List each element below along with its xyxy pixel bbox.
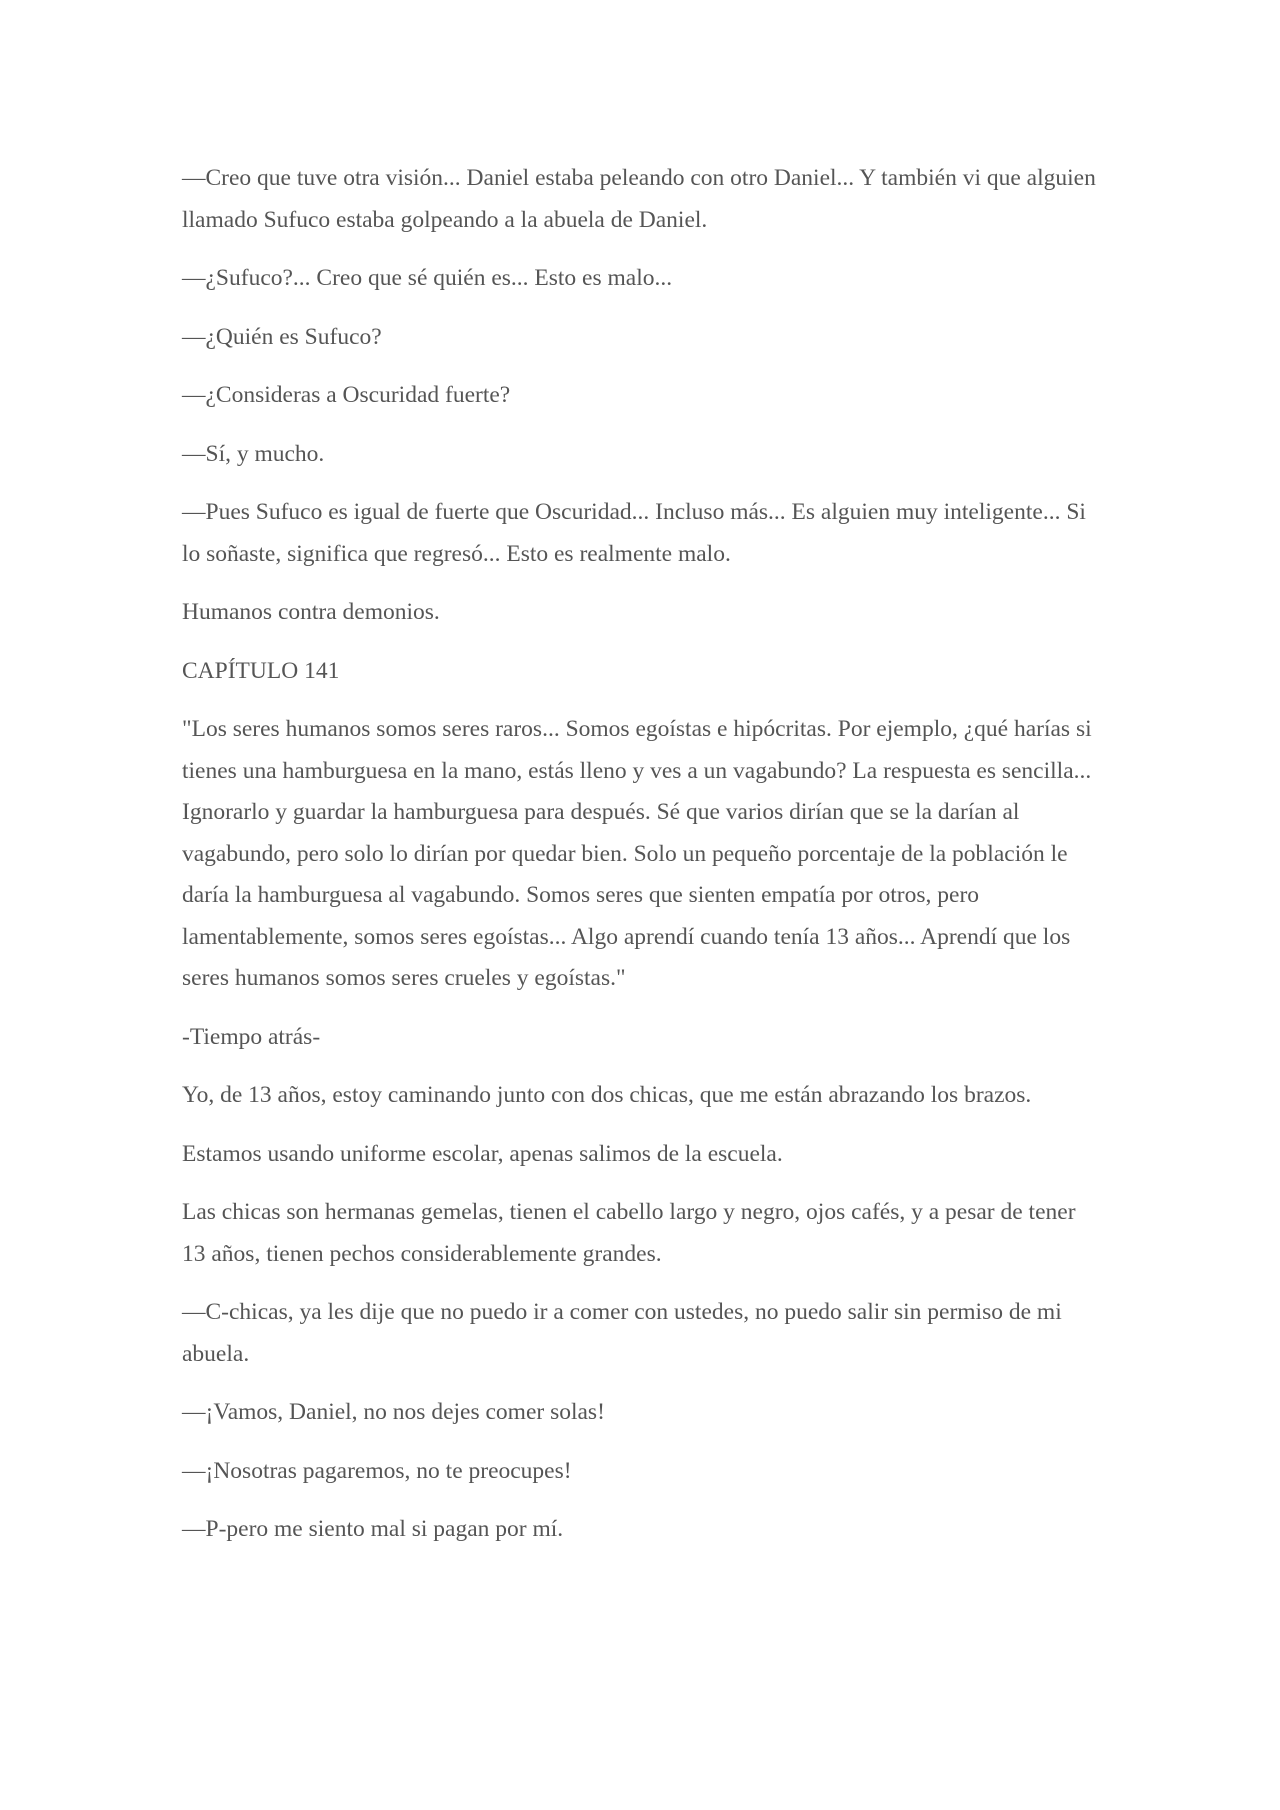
paragraph: -Tiempo atrás-	[182, 1023, 321, 1050]
paragraph: —¡Vamos, Daniel, no nos dejes comer solas!	[182, 1399, 605, 1425]
document-body	[182, 158, 1102, 1568]
paragraph: Humanos contra demonios.	[182, 599, 440, 625]
paragraph: —C-chicas, ya les dije que no puedo ir a comer con ustedes, no puedo salir sin permiso de mi abuela.	[182, 1299, 1062, 1367]
paragraph: —P-pero me siento mal si pagan por mí.	[182, 1516, 564, 1542]
paragraph: —¿Sufuco?... Creo que sé quién es... Esto es malo...	[182, 265, 673, 291]
paragraph: —Pues Sufuco es igual de fuerte que Oscuridad... Incluso más... Es alguien muy inteligente... Si lo soñaste, significa que regresó... Esto es realmente malo.	[182, 499, 1086, 567]
paragraph: —Sí, y mucho.	[182, 440, 325, 467]
paragraph: —Creo que tuve otra visión... Daniel estaba peleando con otro Daniel... Y también vi que alguien llamado Sufuco estaba golpeando a la abuela de Daniel.	[182, 165, 1096, 233]
paragraph: Estamos usando uniforme escolar, apenas salimos de la escuela.	[182, 1140, 783, 1167]
paragraph: —¡Nosotras pagaremos, no te preocupes!	[182, 1457, 572, 1484]
paragraph: —¿Quién es Sufuco?	[182, 323, 382, 350]
paragraph: —¿Consideras a Oscuridad fuerte?	[182, 382, 511, 408]
paragraph: "Los seres humanos somos seres raros... Somos egoístas e hipócritas. Por ejemplo, ¿qué harías si tienes una hamburguesa en la mano, estás lleno y ves a un vagabundo? La respuesta es sencilla... Ignorarlo y guardar la hamburguesa para después. Sé que varios dirían que se la darían al vagabundo, pero solo lo dirían por quedar bien. Solo un pequeño porcentaje de la población le daría la hamburguesa al vagabundo. Somos seres que sienten empatía por otros, pero lamentablemente, somos seres egoístas... Algo aprendí cuando tenía 13 años... Aprendí que los seres humanos somos seres crueles y egoístas."	[182, 716, 1092, 991]
paragraph: Las chicas son hermanas gemelas, tienen el cabello largo y negro, ojos cafés, y a pesar de tener 13 años, tienen pechos considerablemente grandes.	[182, 1199, 1076, 1267]
chapter-heading: CAPÍTULO 141	[182, 657, 340, 684]
paragraph: Yo, de 13 años, estoy caminando junto con dos chicas, que me están abrazando los brazos.	[182, 1082, 1032, 1108]
